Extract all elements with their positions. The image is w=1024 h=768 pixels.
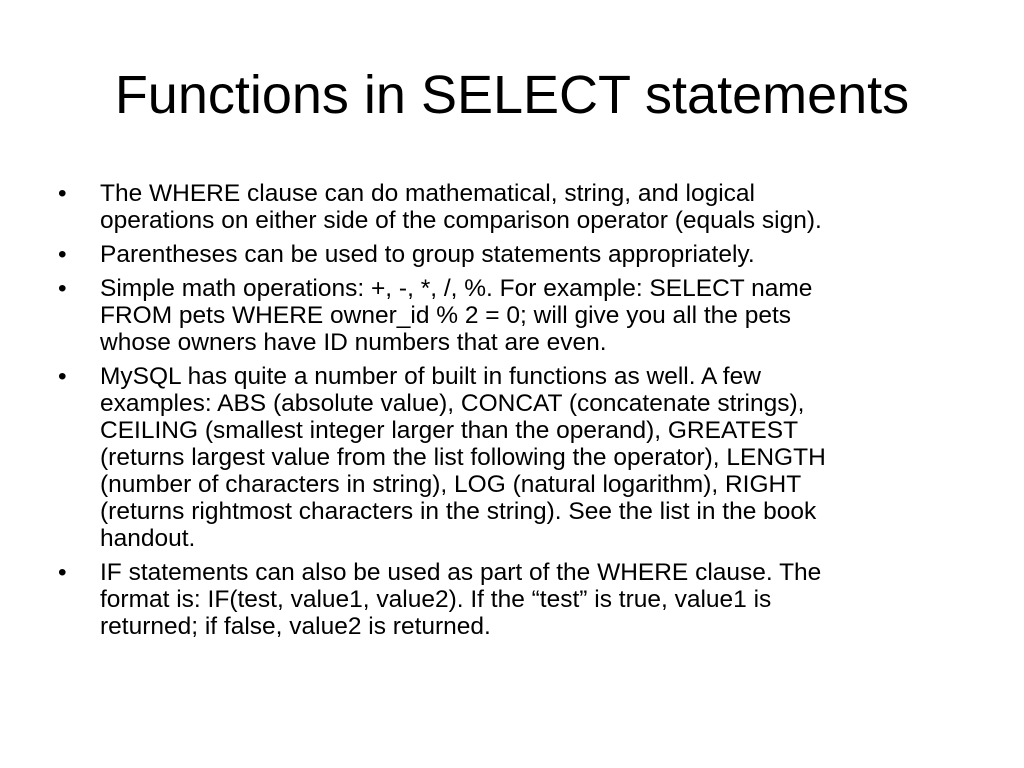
bullet-line: (returns rightmost characters in the string). See the list in the book bbox=[100, 498, 817, 525]
bullet-line: examples: ABS (absolute value), CONCAT (concatenate strings), bbox=[100, 390, 805, 417]
bullet-line: returned; if false, value2 is returned. bbox=[100, 613, 491, 640]
bullet-line: format is: IF(test, value1, value2). If the “test” is true, value1 is bbox=[100, 586, 772, 613]
bullet-line: MySQL has quite a number of built in functions as well. A few bbox=[100, 363, 761, 390]
bullet-line: Parentheses can be used to group statements appropriately. bbox=[100, 241, 755, 268]
bullet-item-mysql-functions bbox=[58, 363, 958, 552]
bullet-line: (returns largest value from the list following the operator), LENGTH bbox=[100, 444, 826, 471]
bullet-line: operations on either side of the comparison operator (equals sign). bbox=[100, 207, 822, 234]
bullet-marker: • bbox=[58, 180, 67, 207]
bullet-item-where-clause bbox=[58, 180, 958, 234]
bullet-item-math-operations bbox=[58, 275, 958, 356]
bullet-line: CEILING (smallest integer larger than the operand), GREATEST bbox=[100, 417, 799, 444]
bullet-line: handout. bbox=[100, 525, 196, 552]
bullet-line: whose owners have ID numbers that are even. bbox=[100, 329, 607, 356]
bullet-marker: • bbox=[58, 363, 67, 390]
bullet-line: (number of characters in string), LOG (natural logarithm), RIGHT bbox=[100, 471, 802, 498]
bullet-line: FROM pets WHERE owner_id % 2 = 0; will give you all the pets bbox=[100, 302, 792, 329]
bullet-item-if-statements bbox=[58, 559, 958, 640]
bullet-marker: • bbox=[58, 241, 67, 268]
bullet-marker: • bbox=[58, 559, 67, 586]
bullet-marker: • bbox=[58, 275, 67, 302]
slide-title: Functions in SELECT statements bbox=[114, 65, 910, 125]
bullet-line: Simple math operations: +, -, *, /, %. For example: SELECT name bbox=[100, 275, 813, 302]
bullet-list bbox=[58, 180, 958, 647]
bullet-line: IF statements can also be used as part of the WHERE clause. The bbox=[100, 559, 822, 586]
bullet-line: The WHERE clause can do mathematical, string, and logical bbox=[100, 180, 755, 207]
bullet-item-parentheses bbox=[58, 241, 958, 268]
